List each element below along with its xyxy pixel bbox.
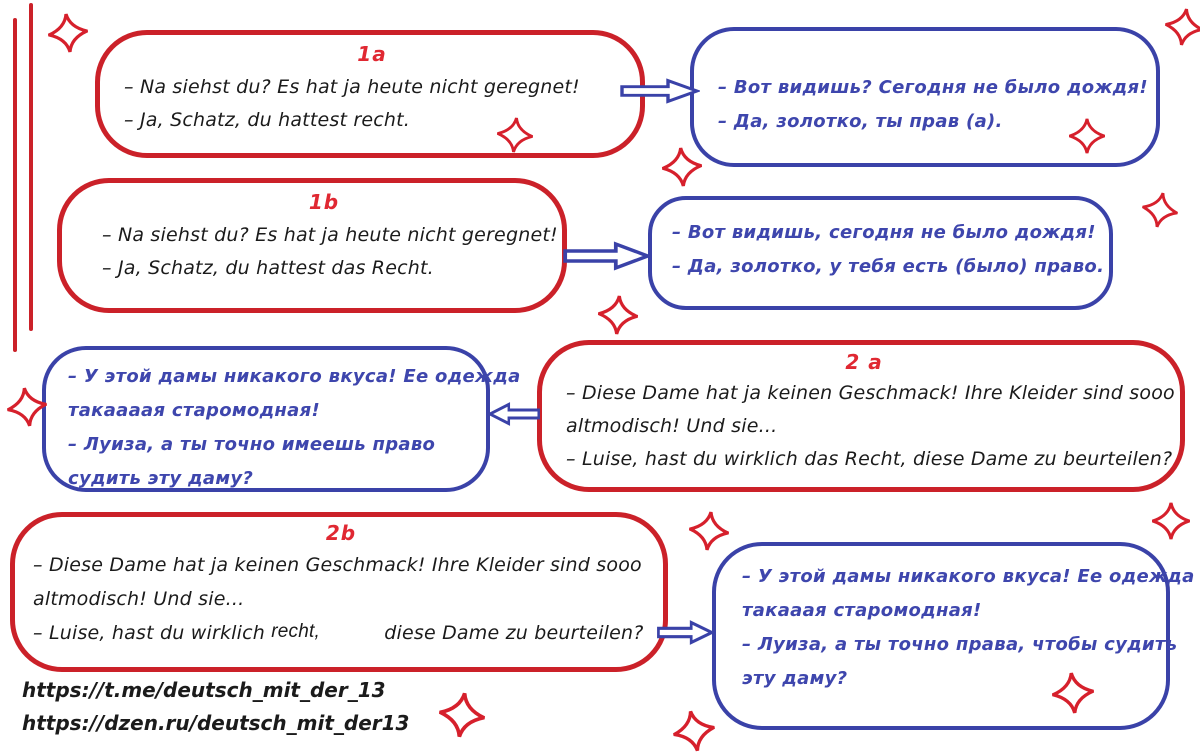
- sparkle-star-icon: [436, 689, 487, 740]
- dialog-line: судить эту даму?: [68, 468, 254, 489]
- card-label-1a: 1a: [357, 42, 387, 66]
- arrow-right-icon: [657, 620, 714, 645]
- telegram-link[interactable]: https://t.me/deutsch_mit_der_13: [22, 678, 386, 702]
- sparkle-star-icon: [661, 146, 704, 189]
- dialog-line: – Вот видишь? Сегодня не было дождя!: [718, 77, 1148, 98]
- dialog-line-part: – Luise, hast du wirklich: [33, 622, 266, 644]
- dialog-card-2a: [537, 340, 1185, 492]
- dialog-card-ru-1b: [648, 196, 1113, 310]
- dialog-line: altmodisch! Und sie...: [566, 415, 778, 437]
- dialog-card-2b: [10, 512, 668, 672]
- dialog-line: [33, 616, 649, 651]
- sparkle-star-icon: [46, 11, 90, 55]
- arrow-right-icon: [620, 78, 700, 104]
- dialog-line: – Луиза, а ты точно права, чтобы судить: [742, 634, 1178, 655]
- dzen-link[interactable]: https://dzen.ru/deutsch_mit_der13: [22, 711, 410, 735]
- dialog-line: – Вот видишь, сегодня не было дождя!: [672, 222, 1096, 243]
- sparkle-star-icon: [1139, 189, 1181, 231]
- dialog-line: – Луиза, а ты точно имеешь право: [68, 434, 436, 455]
- sparkle-star-icon: [1050, 670, 1096, 716]
- dialog-line: altmodisch! Und sie...: [33, 588, 245, 610]
- sparkle-star-icon: [495, 115, 534, 154]
- dialog-card-ru-2b: [712, 542, 1195, 730]
- dialog-line: – Na siehst du? Es hat ja heute nicht geregnet!: [124, 76, 580, 98]
- sparkle-star-icon: [670, 707, 719, 752]
- sparkle-star-icon: [4, 384, 49, 429]
- dialog-line: – Да, золотко, ты прав (а).: [718, 111, 1003, 132]
- dialog-line: – У этой дамы никакого вкуса! Ее одежда: [68, 366, 521, 387]
- dialog-card-ru-2a: [42, 346, 521, 492]
- dialog-line: такааая старомодная!: [742, 600, 982, 621]
- dialog-card-1a: [95, 30, 645, 158]
- card-label-2b: 2b: [325, 521, 357, 545]
- dialog-line: – У этой дамы никакого вкуса! Ее одежда: [742, 566, 1195, 587]
- dialog-line-part: diese Dame zu beurteilen?: [384, 622, 644, 644]
- arrow-right-icon: [563, 241, 651, 271]
- dialog-line: – Ja, Schatz, du hattest recht.: [124, 109, 411, 131]
- sparkle-star-icon: [1069, 118, 1105, 154]
- arrow-left-icon: [488, 402, 540, 426]
- card-label-1b: 1b: [308, 190, 340, 214]
- decorative-line: [13, 18, 17, 352]
- sparkle-star-icon: [1163, 6, 1200, 49]
- sparkle-star-icon: [597, 294, 640, 337]
- dialog-line: – Luise, hast du wirklich das Recht, diese Dame zu beurteilen?: [566, 448, 1173, 470]
- dialog-line: такаааая старомодная!: [68, 400, 320, 421]
- dialog-line: эту даму?: [742, 668, 848, 689]
- dialog-line: – Ja, Schatz, du hattest das Recht.: [102, 257, 434, 279]
- card-label-2a: 2 a: [845, 350, 883, 374]
- sparkle-star-icon: [1152, 502, 1190, 540]
- dialog-line: – Na siehst du? Es hat ja heute nicht geregnet!: [102, 224, 558, 246]
- corrected-word: recht,: [271, 621, 320, 642]
- dialog-line: – Diese Dame hat ja keinen Geschmack! Ihre Kleider sind sooo: [33, 554, 642, 576]
- sparkle-star-icon: [687, 509, 731, 553]
- dialog-line: – Да, золотко, у тебя есть (было) право.: [672, 256, 1105, 277]
- dialog-card-1b: [57, 178, 567, 313]
- decorative-line: [29, 3, 33, 331]
- dialog-line: – Diese Dame hat ja keinen Geschmack! Ihre Kleider sind sooo: [566, 382, 1175, 404]
